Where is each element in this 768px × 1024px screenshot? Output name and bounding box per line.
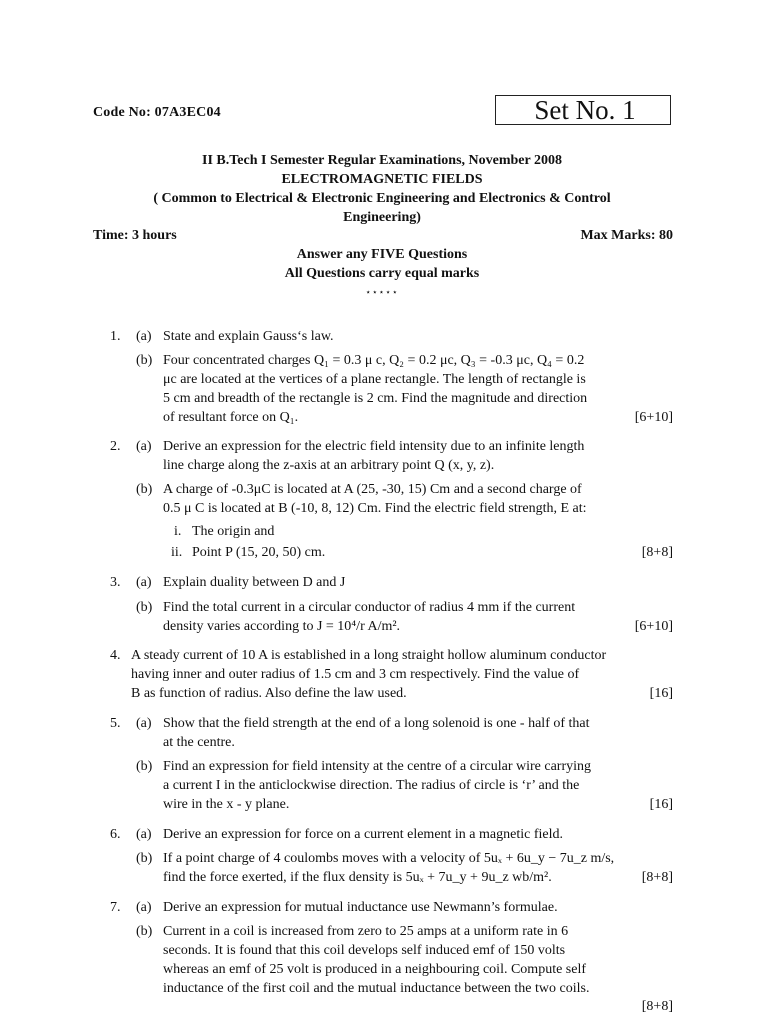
part-text <box>163 849 673 887</box>
separator-stars: ⋆⋆⋆⋆⋆ <box>365 288 399 298</box>
part-label: (b) <box>136 353 153 368</box>
part-label: (a) <box>136 900 152 915</box>
text-line: inductance of the first coil and the mutual inductance between the two coils. <box>163 981 590 996</box>
part-text <box>163 825 673 844</box>
part-text <box>163 922 673 998</box>
text-line: μc are located at the vertices of a plane rectangle. The length of rectangle is <box>163 372 586 387</box>
text-line: Four concentrated charges Q₁ = 0.3 μ c, Q₂ = 0.2 μc, Q₃ = -0.3 μc, Q₄ = 0.2 <box>163 353 585 368</box>
part-label: (a) <box>136 575 152 590</box>
text-line: 5 cm and breadth of the rectangle is 2 cm. Find the magnitude and direction <box>163 391 588 406</box>
text-line: wire in the x - y plane. <box>163 797 290 812</box>
common-to-line-2: Engineering) <box>343 210 421 225</box>
marks-label: [6+10] <box>634 410 673 425</box>
question-number: 1. <box>110 329 121 344</box>
text-line: having inner and outer radius of 1.5 cm and 3 cm respectively. Find the value of <box>131 667 580 682</box>
question-number: 4. <box>110 648 121 663</box>
code-number: Code No: 07A3EC04 <box>93 105 221 120</box>
text-line: Derive an expression for the electric field intensity due to an infinite length <box>163 439 585 454</box>
question-number: 2. <box>110 439 121 454</box>
max-marks: Max Marks: 80 <box>580 228 673 243</box>
part-text <box>163 327 673 346</box>
text-line: 0.5 μ C is located at B (-10, 8, 12) Cm. Find the electric field strength, E at: <box>163 501 587 516</box>
marks-label: [8+8] <box>641 545 673 560</box>
text-line: a current I in the anticlockwise direction. The radius of circle is ‘r’ and the <box>163 778 580 793</box>
marks-label: [16] <box>649 686 673 701</box>
part-label: (b) <box>136 759 153 774</box>
text-line: density varies according to J = 10⁴/r A/m². <box>163 619 401 634</box>
subitem-text: The origin and <box>192 524 275 539</box>
part-label: (b) <box>136 924 153 939</box>
part-text <box>163 898 673 917</box>
part-label: (a) <box>136 439 152 454</box>
marks-label: [8+8] <box>641 999 673 1014</box>
text-line: Derive an expression for force on a current element in a magnetic field. <box>163 827 563 842</box>
text-line: at the centre. <box>163 735 235 750</box>
question-number: 3. <box>110 575 121 590</box>
text-line: Derive an expression for mutual inductance use Newmann’s formulae. <box>163 900 558 915</box>
text-line: whereas an emf of 25 volt is produced in a neighbouring coil. Compute self <box>163 962 587 977</box>
text-line: line charge along the z-axis at an arbitrary point Q (x, y, z). <box>163 458 495 473</box>
text-line: Show that the field strength at the end of a long solenoid is one - half of that <box>163 716 590 731</box>
part-label: (b) <box>136 600 153 615</box>
subitem-label: ii. <box>171 545 183 560</box>
part-label: (b) <box>136 482 153 497</box>
part-label: (a) <box>136 329 152 344</box>
part-text <box>163 480 673 518</box>
time-allowed: Time: 3 hours <box>93 228 177 243</box>
part-text <box>163 757 673 814</box>
subject-title: ELECTROMAGNETIC FIELDS <box>281 172 483 187</box>
part-label: (b) <box>136 851 153 866</box>
part-label: (a) <box>136 716 152 731</box>
question-number: 5. <box>110 716 121 731</box>
text-line: find the force exerted, if the flux density is 5uₓ + 7u_y + 9u_z wb/m². <box>163 870 552 885</box>
part-text <box>163 351 673 427</box>
marks-label: [6+10] <box>634 619 673 634</box>
part-text <box>163 437 673 475</box>
text-line: B as function of radius. Also define the law used. <box>131 686 407 701</box>
common-to-line: ( Common to Electrical & Electronic Engineering and Electronics & Control <box>153 191 611 206</box>
question-number: 6. <box>110 827 121 842</box>
question-number: 7. <box>110 900 121 915</box>
subitem-text: Point P (15, 20, 50) cm. <box>192 545 326 560</box>
exam-title: II B.Tech I Semester Regular Examinations, November 2008 <box>202 153 562 168</box>
marks-label: [16] <box>649 797 673 812</box>
part-label: (a) <box>136 827 152 842</box>
part-text <box>163 598 673 636</box>
text-line: seconds. It is found that this coil develops self induced emf of 150 volts <box>163 943 566 958</box>
text-line: State and explain Gauss‘s law. <box>163 329 334 344</box>
instruction-2: All Questions carry equal marks <box>284 266 480 281</box>
text-line: Explain duality between D and J <box>163 575 346 590</box>
part-text <box>163 714 673 752</box>
question-text <box>131 646 673 703</box>
text-line: A steady current of 10 A is established in a long straight hollow aluminum conductor <box>131 648 607 663</box>
marks-label: [8+8] <box>641 870 673 885</box>
text-line: Find an expression for field intensity at the centre of a circular wire carrying <box>163 759 592 774</box>
text-line: If a point charge of 4 coulombs moves with a velocity of 5uₓ + 6u_y − 7u_z m/s, <box>163 851 615 866</box>
text-line: Find the total current in a circular conductor of radius 4 mm if the current <box>163 600 576 615</box>
subitem-label: i. <box>174 524 182 539</box>
text-line: of resultant force on Q₁. <box>163 410 299 425</box>
instruction-1: Answer any FIVE Questions <box>296 247 468 262</box>
part-text <box>163 573 673 592</box>
text-line: Current in a coil is increased from zero to 25 amps at a uniform rate in 6 <box>163 924 569 939</box>
set-number-box: Set No. 1 <box>495 95 671 125</box>
text-line: A charge of -0.3μC is located at A (25, -30, 15) Cm and a second charge of <box>163 482 582 497</box>
